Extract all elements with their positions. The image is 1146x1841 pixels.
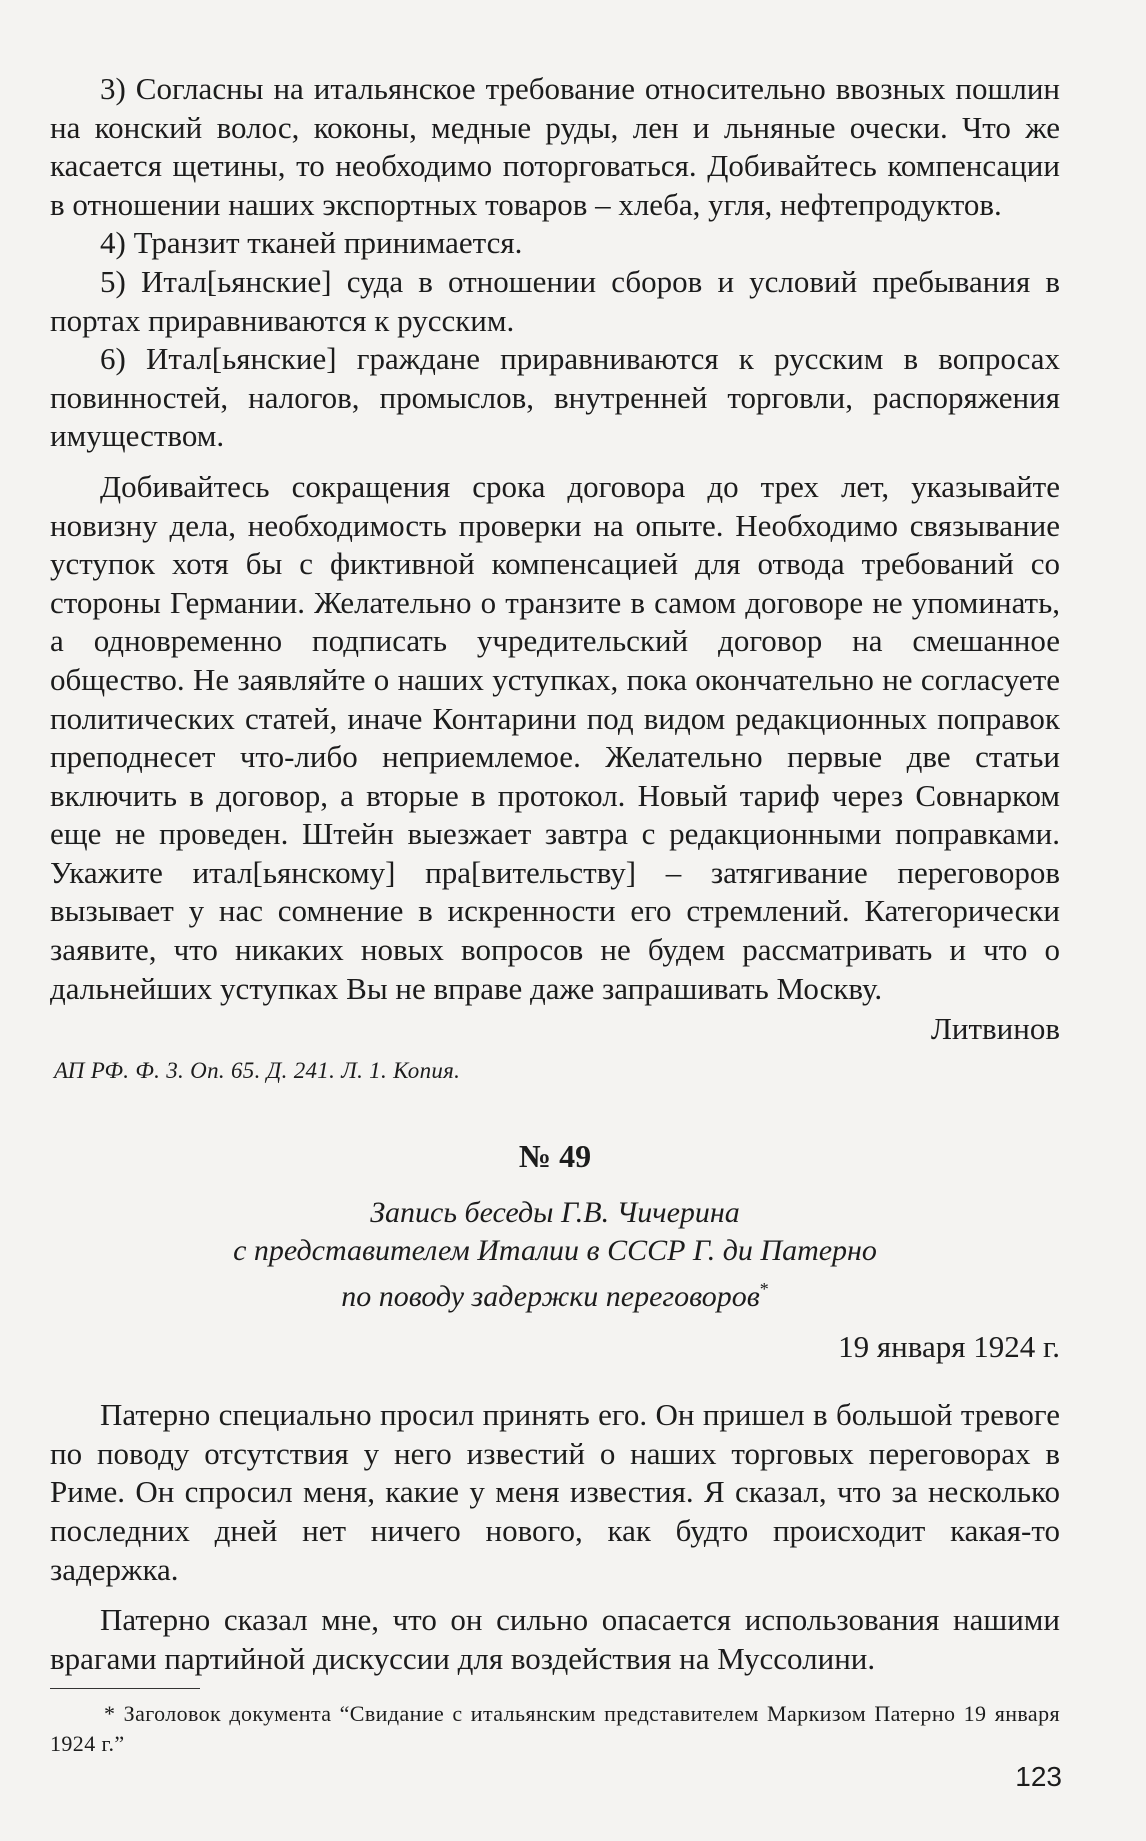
page-number: 123 [1015,1761,1062,1792]
footnote: * Заголовок документа “Свидание с итальянским представителем Маркизом Патерно 19 января 1924 г.” [50,1701,1060,1757]
paragraph-conversation-1: Патерно специально просил принять его. Он пришел в большой тревоге по поводу отсутствия у него известий о наших торговых переговорах в Риме. Он спросил меня, какие у меня известия. Я сказал, что за несколько последних дней нет ничего нового, как будто происходит какая-то задержка. [50,1397,1060,1587]
paragraph-item-4: 4) Транзит тканей принимается. [100,225,523,261]
footnote-divider [50,1688,200,1689]
footnote-marker: * [759,1279,769,1300]
document-title-line-2: с представителем Италии в СССР Г. ди Патерно [233,1234,877,1268]
paragraph-instructions: Добивайтесь сокращения срока договора до трех лет, указывайте новизну дела, необходимость проверки на опыте. Необходимо связывание уступок хотя бы с фиктивной компенсацией для отвода требований со стороны Германии. Желательно о транзите в самом договоре не упоминать, а одновременно подписать учредительский договор на смешанное общество. Не заявляйте о наших уступках, пока окончательно не согласуете политических статей, иначе Контарини под видом редакционных поправок преподнесет что-либо неприемлемое. Желательно первые две статьи включить в договор, а вторые в протокол. Новый тариф через Совнарком еще не проведен. Штейн выезжает завтра с редакционными поправками. Укажите итал[ьянскому] пра[вительству] – затягивание переговоров вызывает у нас сомнение в искренности его стремлений. Категорически заявите, что никаких новых вопросов не будем рассматривать и что о дальнейших уступках Вы не вправе даже запрашивать Москву. [50,468,1060,1006]
archive-reference: АП РФ. Ф. 3. Оп. 65. Д. 241. Л. 1. Копия. [54,1058,461,1084]
paragraph-item-6: 6) Итал[ьянские] граждане приравниваются к русским в вопросах повинностей, налогов, промыслов, внутренней торговли, распоряжения имуществом. [50,341,1060,454]
document-title-line-1: Запись беседы Г.В. Чичерина [370,1196,740,1230]
document-title-line-3 [50,1270,1060,1316]
document-date: 19 января 1924 г. [838,1329,1060,1365]
paragraph-conversation-2: Патерно сказал мне, что он сильно опасается использования нашими врагами партийной дискуссии для воздействия на Муссолини. [50,1602,1060,1676]
document-number: № 49 [518,1138,592,1175]
paragraph-item-5: 5) Итал[ьянские] суда в отношении сборов и условий пребывания в портах приравниваются к русским. [50,263,1060,338]
signature: Литвинов [930,1011,1060,1047]
paragraph-item-3: 3) Согласны на итальянское требование относительно ввозных пошлин на конский волос, коконы, медные руды, лен и льняные очески. Что же касается щетины, то необходимо поторговаться. Добивайтесь компенсации в отношении наших экспортных товаров – хлеба, угля, нефтепродуктов. [50,71,1060,222]
document-title-line-3-text: по поводу задержки переговоров [341,1280,760,1314]
document-page [50,70,1060,1759]
